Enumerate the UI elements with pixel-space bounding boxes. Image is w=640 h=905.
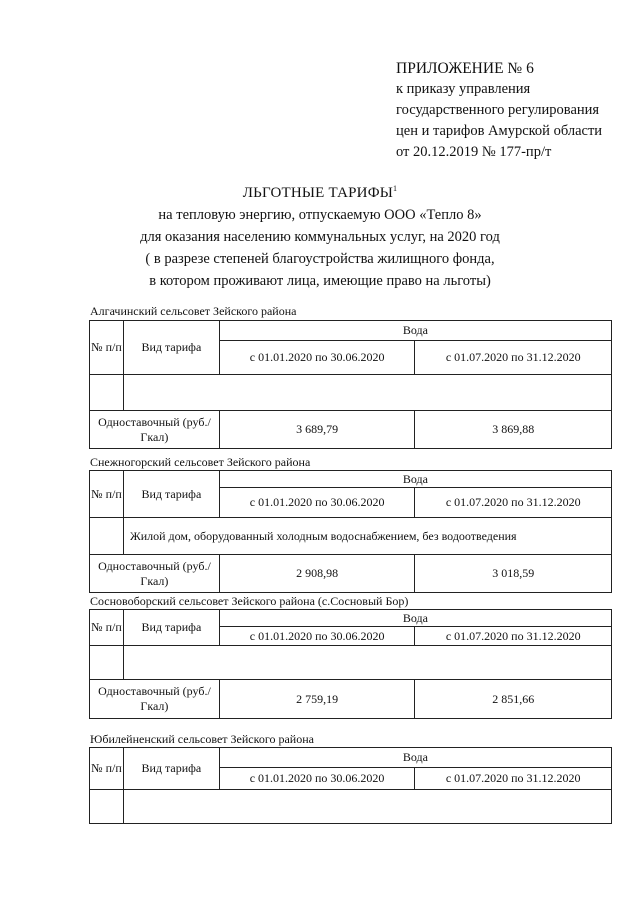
section-label: Сосновоборский сельсовет Зейского района (с.Сосновый Бор) xyxy=(90,594,409,608)
header-period-1: с 01.01.2020 по 30.06.2020 xyxy=(219,768,415,790)
header-num: № п/п xyxy=(90,610,124,646)
header-num: № п/п xyxy=(90,471,124,518)
title-line: для оказания населению коммунальных услуг, на 2020 год xyxy=(140,229,500,245)
title-line: на тепловую энергию, отпускаемую ООО «Тепло 8» xyxy=(158,207,482,223)
appendix-line: цен и тарифов Амурской области xyxy=(396,123,603,139)
header-period-2: с 01.07.2020 по 31.12.2020 xyxy=(415,488,612,518)
value-period-2: 2 851,66 xyxy=(415,680,612,719)
value-period-2: 3 018,59 xyxy=(415,555,612,593)
row-num-cell xyxy=(90,790,124,824)
tariff-table xyxy=(89,609,612,719)
section-label: Юбилейненский сельсовет Зейского района xyxy=(90,732,314,746)
section-label: Алгачинский сельсовет Зейского района xyxy=(90,304,297,318)
header-tariff-type: Вид тарифа xyxy=(123,610,219,646)
value-period-1: 2 759,19 xyxy=(219,680,415,719)
header-num: № п/п xyxy=(90,748,124,790)
section-label: Снежногорский сельсовет Зейского района xyxy=(90,455,311,469)
document-title-block xyxy=(120,182,520,292)
row-num-cell xyxy=(90,646,124,680)
header-period-1: с 01.01.2020 по 30.06.2020 xyxy=(219,341,415,375)
appendix-header xyxy=(396,58,632,163)
header-period-2: с 01.07.2020 по 31.12.2020 xyxy=(415,768,612,790)
appendix-line: к приказу управления xyxy=(396,81,531,97)
title-line: в котором проживают лица, имеющие право на льготы) xyxy=(149,273,491,289)
row-label: Одноставочный (руб./Гкал) xyxy=(90,411,220,449)
header-group: Вода xyxy=(219,610,611,627)
header-num: № п/п xyxy=(90,321,124,375)
header-period-2: с 01.07.2020 по 31.12.2020 xyxy=(415,627,612,646)
row-num-cell xyxy=(90,518,124,555)
title-line: ( в разрезе степеней благоустройства жилищного фонда, xyxy=(145,251,495,267)
appendix-line: от 20.12.2019 № 177-пр/т xyxy=(396,144,552,160)
tariff-table xyxy=(89,747,612,824)
tariff-table xyxy=(89,320,612,449)
row-label: Одноставочный (руб./Гкал) xyxy=(90,555,220,593)
footnote-mark: 1 xyxy=(393,184,398,193)
header-period-2: с 01.07.2020 по 31.12.2020 xyxy=(415,341,612,375)
header-group: Вода xyxy=(219,748,611,768)
row-num-cell xyxy=(90,375,124,411)
header-tariff-type: Вид тарифа xyxy=(123,471,219,518)
header-tariff-type: Вид тарифа xyxy=(123,748,219,790)
header-group: Вода xyxy=(219,471,611,488)
header-group: Вода xyxy=(219,321,611,341)
row-label: Одноставочный (руб./Гкал) xyxy=(90,680,220,719)
tariff-table xyxy=(89,470,612,593)
document-title-text: ЛЬГОТНЫЕ ТАРИФЫ xyxy=(242,185,394,201)
value-period-1: 3 689,79 xyxy=(219,411,415,449)
header-period-1: с 01.01.2020 по 30.06.2020 xyxy=(219,488,415,518)
header-period-1: с 01.01.2020 по 30.06.2020 xyxy=(219,627,415,646)
value-period-2: 3 869,88 xyxy=(415,411,612,449)
header-tariff-type: Вид тарифа xyxy=(123,321,219,375)
document-title xyxy=(120,182,520,204)
housing-note xyxy=(123,375,611,411)
value-period-1: 2 908,98 xyxy=(219,555,415,593)
housing-note xyxy=(123,790,611,824)
appendix-line: государственного регулирования xyxy=(396,102,600,118)
appendix-heading: ПРИЛОЖЕНИЕ № 6 xyxy=(396,60,534,77)
housing-note xyxy=(123,646,611,680)
housing-note: Жилой дом, оборудованный холодным водоснабжением, без водоотведения xyxy=(123,518,611,555)
